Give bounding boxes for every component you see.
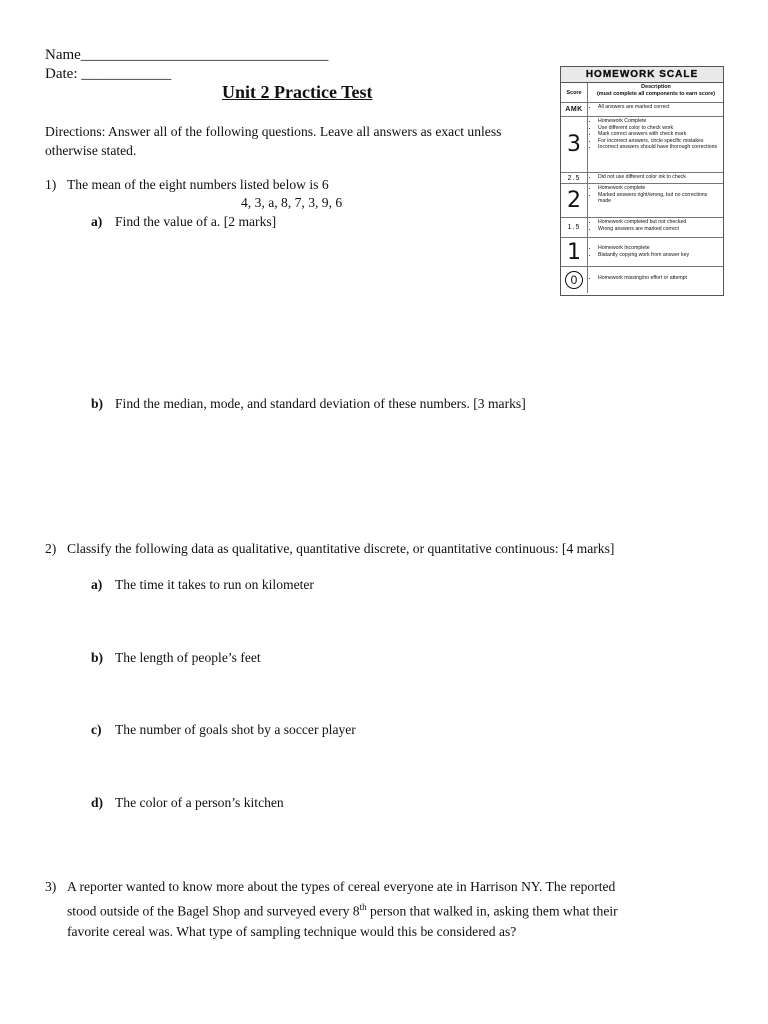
ordinal-suffix: th xyxy=(359,902,367,912)
description-cell xyxy=(588,267,723,293)
part-text: Find the median, mode, and standard deviation of these numbers. [3 marks] xyxy=(115,396,526,411)
score-header: Score xyxy=(561,83,588,102)
question-1a xyxy=(91,213,276,231)
page-title: Unit 2 Practice Test xyxy=(222,82,373,102)
score-cell: AMK xyxy=(561,103,588,116)
description-item: • Wrong answers are marked correct xyxy=(598,226,721,233)
description-cell xyxy=(588,184,723,217)
description-item: • Blatantly copying work from answer key xyxy=(598,252,721,259)
description-item: • Use different color to check work xyxy=(598,125,721,132)
question-text: The mean of the eight numbers listed below is 6 xyxy=(67,177,329,192)
directions: Directions: Answer all of the following questions. Leave all answers as exact unless otherwise stated. xyxy=(45,124,502,158)
description-item: • Did not use different color ink to check xyxy=(598,174,721,181)
homework-scale-row xyxy=(561,173,723,184)
homework-scale-header-row xyxy=(561,83,723,103)
description-header xyxy=(588,83,723,102)
score-zero-circled: 0 xyxy=(565,271,583,289)
homework-scale-row xyxy=(561,218,723,238)
description-item: • Incorrect answers should have thorough corrections xyxy=(598,144,721,151)
homework-scale-row xyxy=(561,117,723,173)
description-item: • Homework missing/no effort or attempt xyxy=(598,275,721,282)
description-item: • All answers are marked correct xyxy=(598,104,721,111)
question-text-line-2b: person that walked in, asking them what their xyxy=(366,903,618,919)
part-label: a) xyxy=(91,214,103,229)
part-label: c) xyxy=(91,722,102,737)
description-cell xyxy=(588,218,723,237)
description-item: • Homework completed but not checked xyxy=(598,219,721,226)
description-item: • Marked answers right/wrong, but no corrections made xyxy=(598,192,721,205)
part-text: Find the value of a. [2 marks] xyxy=(115,214,277,229)
question-2d xyxy=(91,794,284,812)
description-item: • Homework Incomplete xyxy=(598,245,721,252)
question-number: 2) xyxy=(45,541,57,556)
description-cell xyxy=(588,103,723,116)
score-cell: 2.5 xyxy=(561,173,588,183)
question-2c xyxy=(91,721,356,739)
part-text: The color of a person’s kitchen xyxy=(115,795,284,810)
question-1 xyxy=(45,176,329,194)
score-cell xyxy=(561,267,588,293)
question-text-line-3: favorite cereal was. What type of sampling technique would this be considered as? xyxy=(67,923,517,939)
part-label: d) xyxy=(91,795,104,810)
description-cell xyxy=(588,117,723,172)
homework-scale-row xyxy=(561,184,723,218)
description-header-note: (must complete all components to earn score) xyxy=(596,90,716,97)
question-1b xyxy=(91,395,526,413)
description-item: • Homework complete xyxy=(598,185,721,192)
part-label: b) xyxy=(91,650,104,665)
question-text-line-2a: stood outside of the Bagel Shop and surveyed every 8 xyxy=(67,903,360,919)
description-item: • Homework Complete xyxy=(598,118,721,125)
question-number: 3) xyxy=(45,879,57,894)
name-line: Name_________________________________ xyxy=(45,47,329,63)
homework-scale-row xyxy=(561,238,723,267)
number-list: 4, 3, a, 8, 7, 3, 9, 6 xyxy=(241,195,343,210)
description-item: • Mark correct answers with check mark xyxy=(598,131,721,138)
description-header-title: Description xyxy=(641,84,671,90)
question-number: 1) xyxy=(45,177,57,192)
question-2b xyxy=(91,649,261,667)
score-cell: 2 xyxy=(561,184,588,217)
part-label: b) xyxy=(91,396,104,411)
score-cell: 1 xyxy=(561,238,588,266)
question-2 xyxy=(45,540,614,558)
question-text-line-1: A reporter wanted to know more about the types of cereal everyone ate in Harrison NY. The reported xyxy=(67,879,616,894)
part-label: a) xyxy=(91,577,103,592)
part-text: The time it takes to run on kilometer xyxy=(115,577,314,592)
description-cell xyxy=(588,238,723,266)
question-text: Classify the following data as qualitative, quantitative discrete, or quantitative continuous: [4 marks] xyxy=(67,541,615,556)
date-line: Date: ____________ xyxy=(45,66,172,82)
question-2a xyxy=(91,576,314,594)
homework-scale-row xyxy=(561,103,723,117)
homework-scale-title: HOMEWORK SCALE xyxy=(561,67,723,83)
description-cell xyxy=(588,173,723,183)
homework-scale-table xyxy=(560,66,724,296)
score-cell: 1.5 xyxy=(561,218,588,237)
score-cell: 3 xyxy=(561,117,588,172)
homework-scale-row xyxy=(561,267,723,293)
part-text: The length of people’s feet xyxy=(115,650,261,665)
question-3 xyxy=(45,877,735,942)
description-item: • For incorrect answers, circle specific mistakes xyxy=(598,138,721,145)
part-text: The number of goals shot by a soccer player xyxy=(115,722,356,737)
